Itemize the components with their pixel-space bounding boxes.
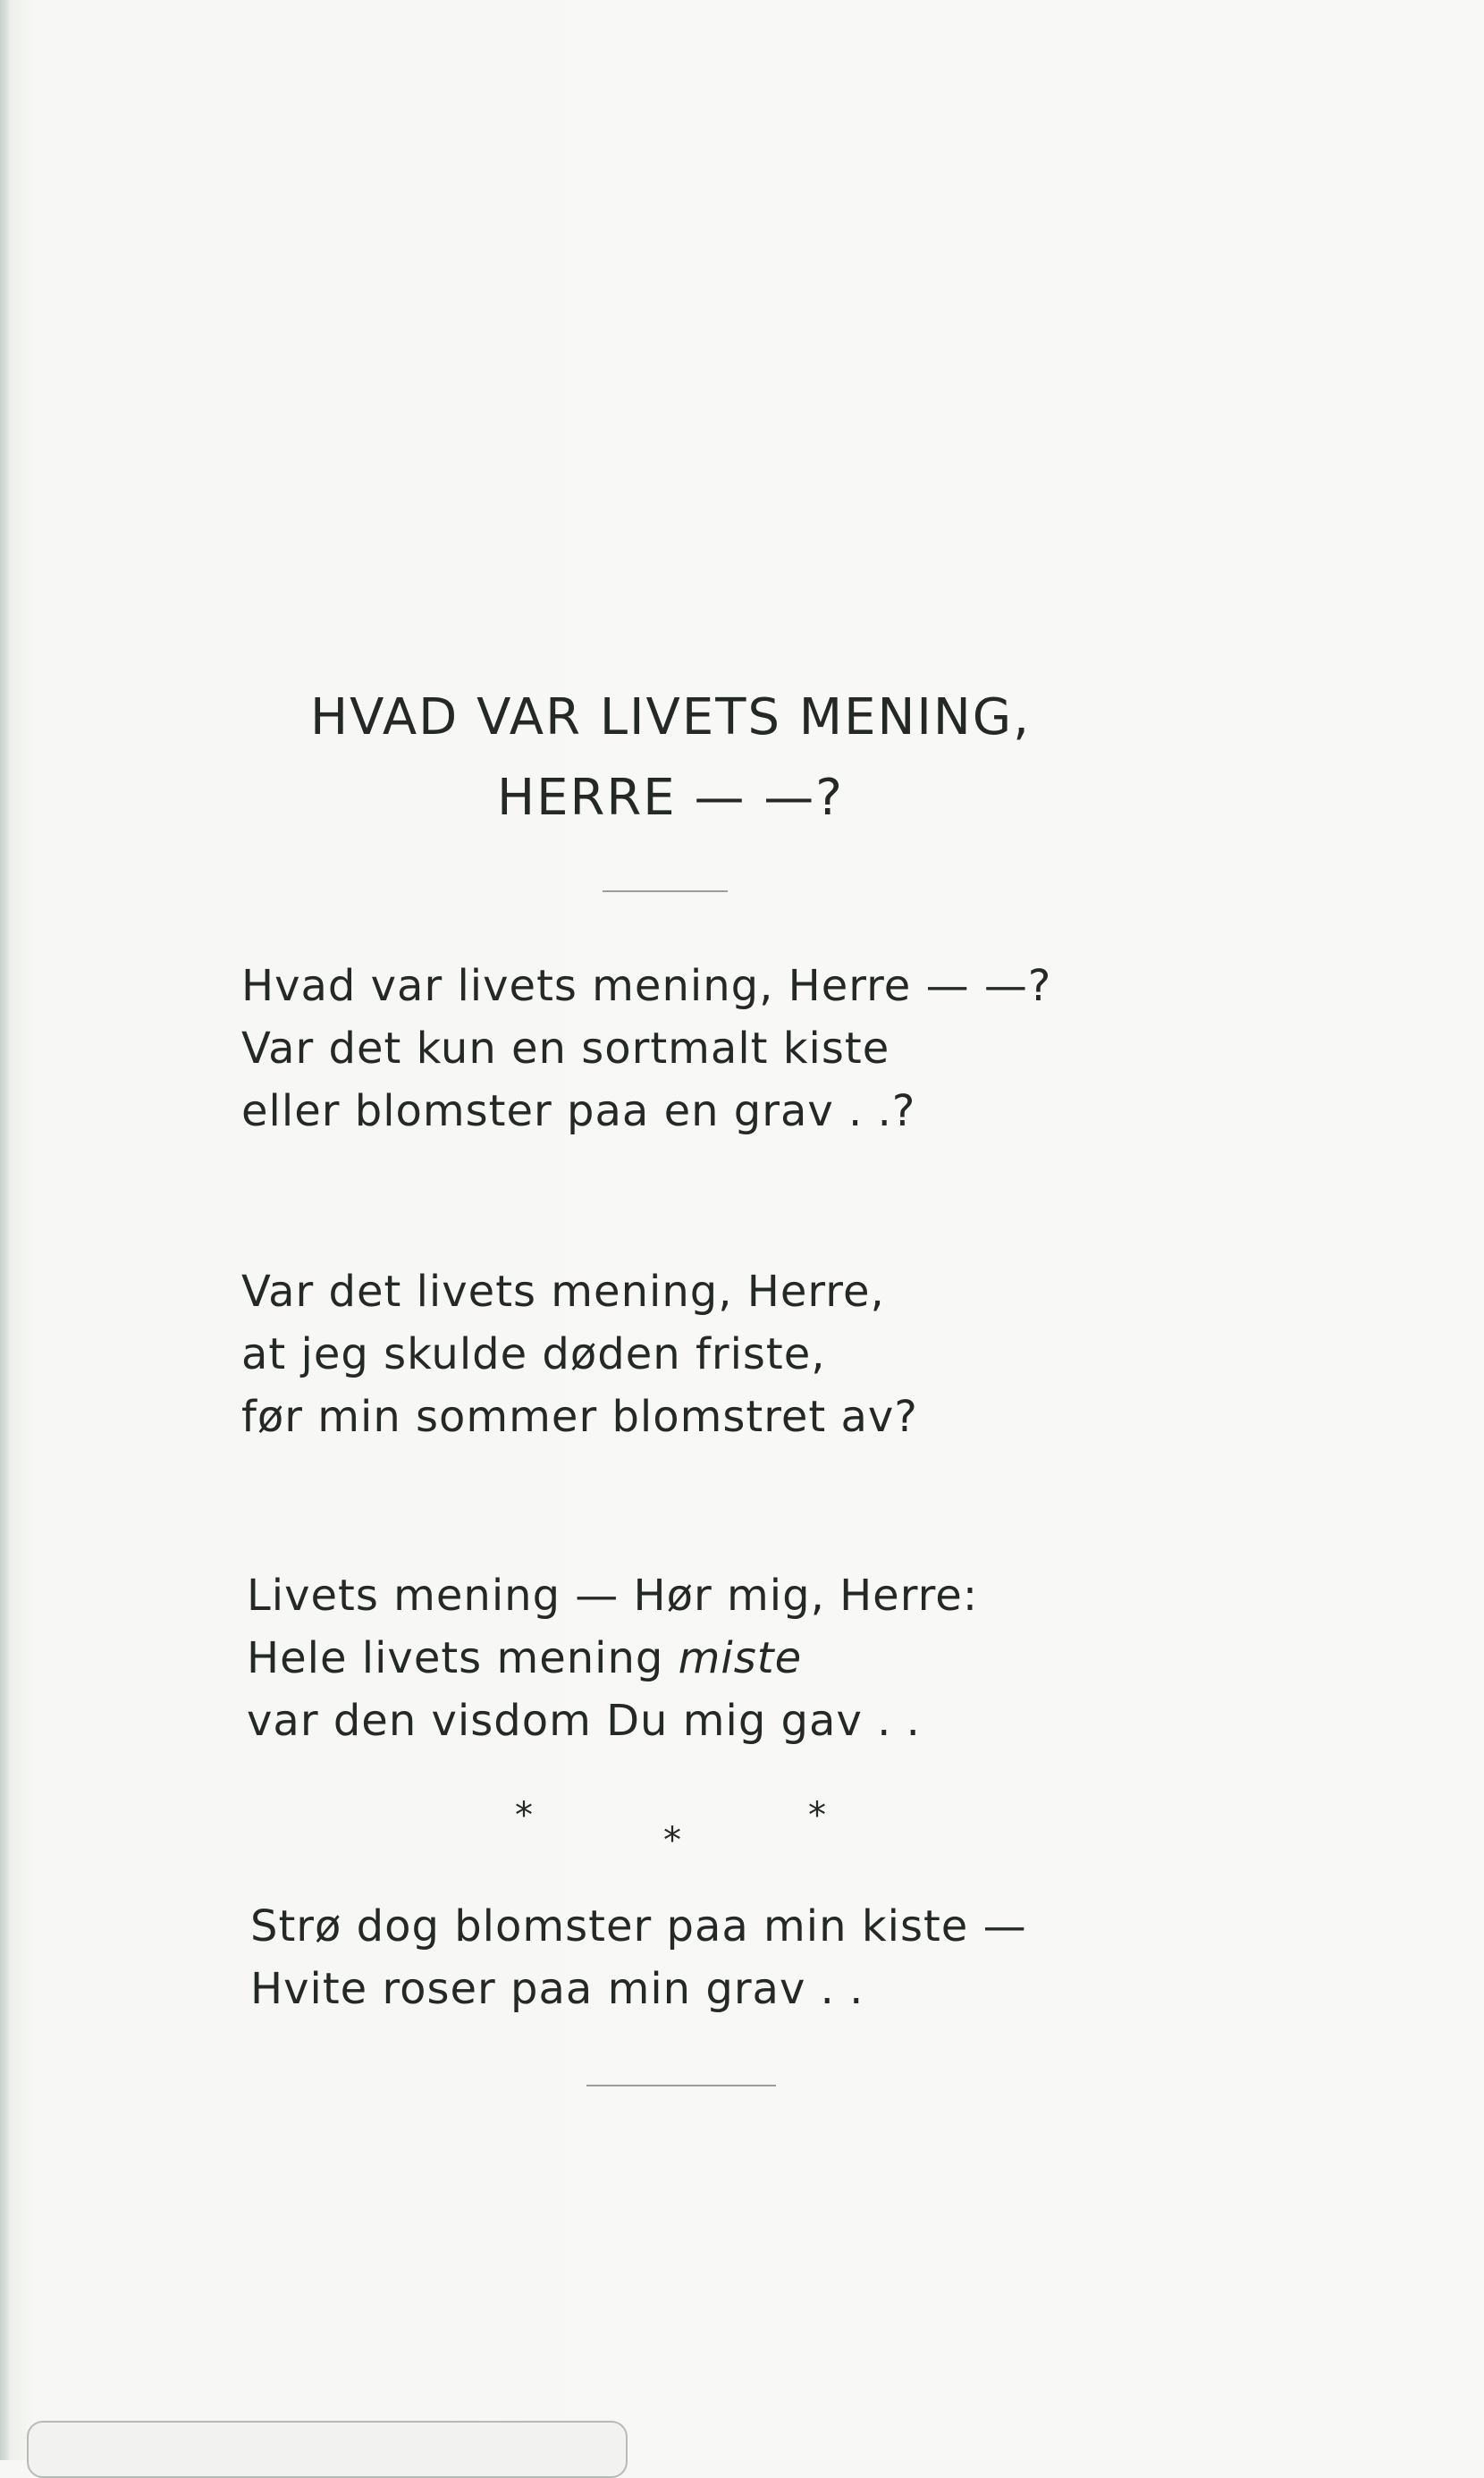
stanza-1-line-2: Var det kun en sortmalt kiste (241, 1024, 890, 1074)
stanza-2-line-2: at jeg skulde døden friste, (241, 1329, 826, 1379)
stanza-3-line-2 (247, 1627, 978, 1690)
stanza-2 (241, 1260, 918, 1448)
stanza-1 (241, 955, 1051, 1142)
stanza-1-line-1: Hvad var livets mening, Herre — —? (241, 961, 1052, 1011)
poem-title-line-2: HERRE — —? (496, 769, 845, 827)
poem-title-line-1: HVAD VAR LIVETS MENING, (310, 688, 1031, 746)
stanza-2-line-1: Var det livets mening, Herre, (241, 1267, 885, 1317)
stanza-3-line-2-text: Hele livets mening (247, 1633, 679, 1683)
end-divider-rule (586, 2085, 776, 2086)
asterisk-left: * (515, 1795, 533, 1836)
stanza-3-line-1: Livets mening — Hør mig, Herre: (247, 1571, 978, 1621)
page-spine-edge (0, 0, 9, 2460)
stanza-2-line-3: før min sommer blomstret av? (241, 1392, 918, 1442)
stanza-3-emphasis-word: miste (678, 1633, 803, 1683)
stanza-4 (250, 1895, 1027, 2020)
stanza-4-line-2: Hvite roser paa min grav . . (250, 1964, 864, 2014)
stanza-3 (247, 1564, 978, 1752)
stanza-4-line-1: Strø dog blomster paa min kiste — (250, 1901, 1027, 1951)
title-divider-rule (603, 890, 728, 892)
asterisk-right: * (808, 1795, 826, 1836)
stanza-3-line-3: var den visdom Du mig gav . . (247, 1696, 921, 1746)
asterisk-middle: * (663, 1820, 681, 1861)
page-bottom-tab-edge (27, 2421, 628, 2478)
stanza-1-line-3: eller blomster paa en grav . .? (241, 1086, 916, 1136)
